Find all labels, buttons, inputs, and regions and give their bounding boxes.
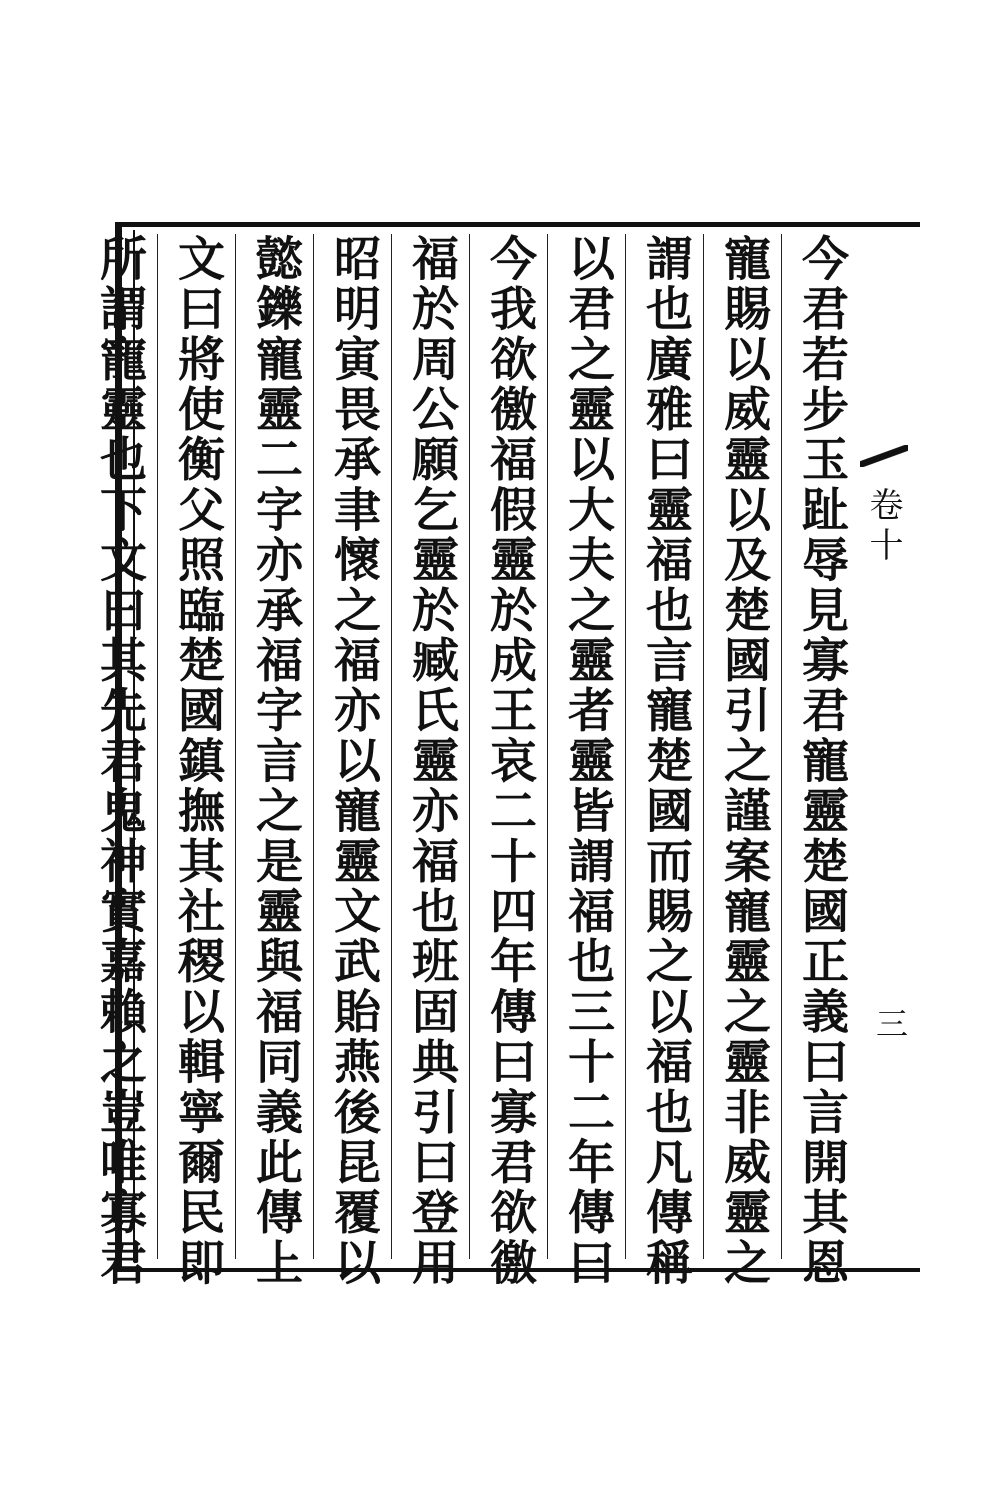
text-column-8 xyxy=(236,234,314,1289)
column-text: 懿鑠寵靈二字亦承福字言之是靈與福同義此傳上 xyxy=(248,234,303,1289)
banxin-page-number: 三 xyxy=(871,1007,909,1039)
text-column-6 xyxy=(392,234,470,1289)
text-column-3 xyxy=(626,234,704,1289)
column-text: 文曰將使衡父照臨楚國鎮撫其社稷以輯寧爾民即 xyxy=(170,234,225,1289)
text-column-1 xyxy=(782,234,860,1289)
banxin-volume-label: 卷十 xyxy=(863,487,903,567)
text-column-2 xyxy=(704,234,782,1289)
column-text: 今君若步玉趾辱見寡君寵靈楚國正義曰言開其恩 xyxy=(794,234,849,1289)
column-text: 福於周公願乞靈於臧氏靈亦福也班固典引曰登用 xyxy=(404,234,459,1289)
column-text: 以君之靈以大夫之靈者靈皆謂福也三十二年傳曰 xyxy=(560,234,615,1289)
text-column-9 xyxy=(158,234,236,1289)
banxin-center-strip xyxy=(860,227,920,1268)
text-column-5 xyxy=(470,234,548,1289)
column-text: 今我欲徼福假靈於成王哀二十四年傳曰寡君欲徼 xyxy=(482,234,537,1289)
column-text: 所謂寵靈也下文曰其先君鬼神實嘉賴之豈唯寡君 xyxy=(92,234,147,1289)
text-column-10 xyxy=(80,234,158,1289)
column-text: 寵賜以威靈以及楚國引之謹案寵靈之靈非威靈之 xyxy=(716,234,771,1289)
text-column-4 xyxy=(548,234,626,1289)
page-frame xyxy=(92,222,920,1289)
column-text: 昭明寅畏承聿懷之福亦以寵靈文武貽燕後昆覆以 xyxy=(326,234,381,1289)
fishtail-mark xyxy=(860,445,908,467)
text-columns xyxy=(92,234,860,1289)
text-column-7 xyxy=(314,234,392,1289)
column-text: 謂也廣雅曰靈福也言寵楚國而賜之以福也凡傳稱 xyxy=(638,234,693,1289)
